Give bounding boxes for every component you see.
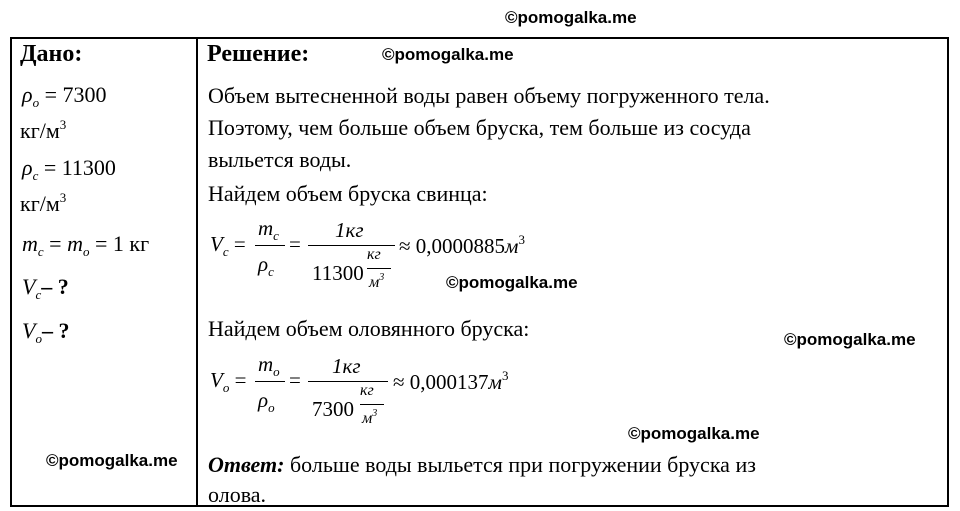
solution-lead-lead: Найдем объем бруска свинца: bbox=[208, 181, 488, 206]
given-rho-o-unit: $кг/м^3$ bbox=[20, 117, 67, 143]
solution-paragraph-line1: Объем вытесненной воды равен объему погруженного тела. bbox=[208, 83, 770, 108]
solution-title: Решение: bbox=[207, 41, 310, 67]
column-divider bbox=[196, 37, 198, 507]
watermark-lower: ©pomogalka.me bbox=[628, 424, 760, 443]
given-rho-o: $\rho_o = 7300$ bbox=[22, 82, 107, 110]
solution-tin-lead: Найдем объем оловянного бруска: bbox=[208, 316, 530, 341]
given-find-vo: $V_o-$ ? bbox=[22, 318, 70, 346]
answer-line2: олова. bbox=[208, 482, 267, 507]
watermark-right: ©pomogalka.me bbox=[784, 330, 916, 349]
given-rho-c-unit: $кг/м^3$ bbox=[20, 190, 67, 216]
answer-line1: Ответ: больше воды выльется при погружении бруска из bbox=[208, 452, 756, 477]
watermark-bottom-left: ©pomogalka.me bbox=[46, 451, 178, 470]
given-title: Дано: bbox=[20, 41, 83, 67]
given-find-vc: $V_c-$ ? bbox=[22, 274, 69, 302]
watermark-solution-header: ©pomogalka.me bbox=[382, 45, 514, 64]
watermark-top: ©pomogalka.me bbox=[505, 8, 637, 27]
watermark-mid: ©pomogalka.me bbox=[446, 273, 578, 292]
given-masses: $m_c = m_o = 1$ кг bbox=[22, 231, 150, 259]
solution-paragraph-line2: Поэтому, чем больше объем бруска, тем больше из сосуда bbox=[208, 115, 751, 140]
given-rho-c: $\rho_c = 11300$ bbox=[22, 155, 116, 183]
answer-label: Ответ: bbox=[208, 452, 285, 477]
solution-paragraph-line3: выльется воды. bbox=[208, 147, 352, 172]
